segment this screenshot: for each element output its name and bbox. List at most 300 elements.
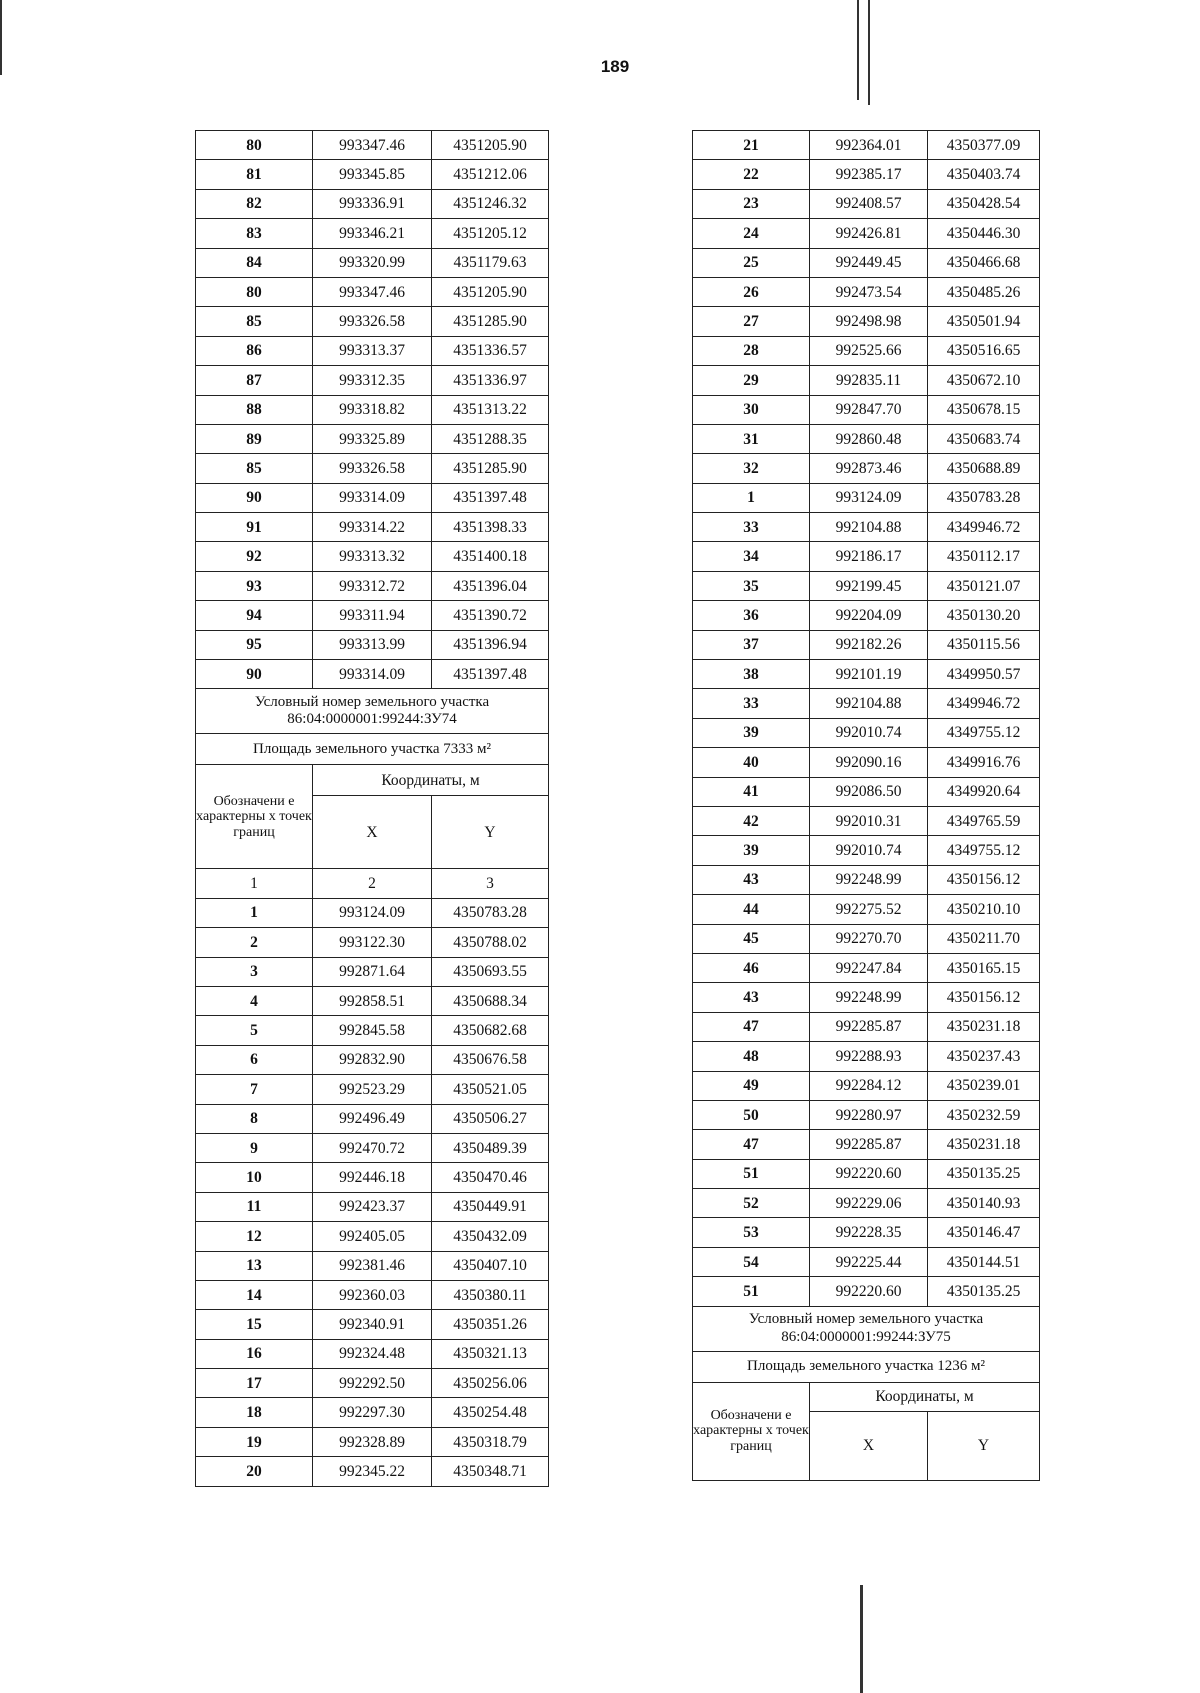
- coord-x: 992225.44: [810, 1247, 928, 1276]
- coord-x: 992086.50: [810, 777, 928, 806]
- table-row: [693, 1130, 1040, 1159]
- table-row: [196, 248, 549, 277]
- table-row: [693, 630, 1040, 659]
- table-row: [196, 219, 549, 248]
- scan-artifact-line: [0, 0, 2, 75]
- coord-x: 992345.22: [313, 1457, 432, 1486]
- coord-x: 992220.60: [810, 1277, 928, 1306]
- table-row: [196, 1280, 549, 1309]
- table-row: [196, 630, 549, 659]
- table-row: [196, 189, 549, 218]
- table-row: [196, 131, 549, 160]
- coord-y: 4349946.72: [928, 513, 1040, 542]
- table-row: [693, 865, 1040, 894]
- coord-y: 4350506.27: [432, 1104, 549, 1133]
- table-row: [196, 1251, 549, 1280]
- scan-artifact-line: [857, 0, 859, 100]
- table-row: [693, 953, 1040, 982]
- coord-x: 992292.50: [313, 1369, 432, 1398]
- coord-x: 992845.58: [313, 1016, 432, 1045]
- coord-y: 4350135.25: [928, 1159, 1040, 1188]
- point-number: 7: [196, 1075, 313, 1104]
- coord-y: 4351205.90: [432, 131, 549, 160]
- coord-x: 992101.19: [810, 660, 928, 689]
- parcel-area: Площадь земельного участка 1236 м²: [693, 1351, 1040, 1382]
- table-row: [693, 307, 1040, 336]
- coord-x: 992104.88: [810, 513, 928, 542]
- right-coordinates-table: [692, 130, 1039, 1481]
- table-row: [693, 395, 1040, 424]
- table-row: [693, 336, 1040, 365]
- point-number: 44: [693, 895, 810, 924]
- table-row: [196, 928, 549, 957]
- coord-x: 993312.72: [313, 571, 432, 600]
- point-number: 92: [196, 542, 313, 571]
- coord-y: 4350231.18: [928, 1012, 1040, 1041]
- coord-y: 4349755.12: [928, 836, 1040, 865]
- coord-y: 4350130.20: [928, 601, 1040, 630]
- point-number: 39: [693, 836, 810, 865]
- point-number: 28: [693, 336, 810, 365]
- table-row: [693, 1277, 1040, 1306]
- coord-x: 992285.87: [810, 1130, 928, 1159]
- coord-x: 992229.06: [810, 1189, 928, 1218]
- coord-y: 4350466.68: [928, 248, 1040, 277]
- coord-y: 4350318.79: [432, 1427, 549, 1456]
- coord-y: 4349946.72: [928, 689, 1040, 718]
- coord-x: 993311.94: [313, 601, 432, 630]
- coord-y: 4350783.28: [432, 898, 549, 927]
- coord-y: 4349755.12: [928, 718, 1040, 747]
- table-row: [196, 395, 549, 424]
- table-row: [196, 601, 549, 630]
- table-row: [196, 160, 549, 189]
- header-y: Y: [928, 1411, 1040, 1480]
- point-number: 38: [693, 660, 810, 689]
- table-row: [196, 1045, 549, 1074]
- coord-y: 4351397.48: [432, 660, 549, 689]
- coord-y: 4349920.64: [928, 777, 1040, 806]
- coord-x: 992182.26: [810, 630, 928, 659]
- coord-y: 4350788.02: [432, 928, 549, 957]
- point-number: 9: [196, 1133, 313, 1162]
- table-row: [693, 1218, 1040, 1247]
- coord-y: 4351336.57: [432, 336, 549, 365]
- coord-x: 993345.85: [313, 160, 432, 189]
- point-number: 39: [693, 718, 810, 747]
- coord-x: 993347.46: [313, 131, 432, 160]
- coord-x: 992104.88: [810, 689, 928, 718]
- coord-y: 4350449.91: [432, 1192, 549, 1221]
- header-y: Y: [432, 796, 549, 869]
- coord-y: 4350377.09: [928, 131, 1040, 160]
- coord-y: 4350682.68: [432, 1016, 549, 1045]
- point-number: 15: [196, 1310, 313, 1339]
- table-row: [693, 248, 1040, 277]
- coord-y: 4350140.93: [928, 1189, 1040, 1218]
- coord-x: 992360.03: [313, 1280, 432, 1309]
- coord-x: 992473.54: [810, 277, 928, 306]
- point-number: 33: [693, 513, 810, 542]
- point-number: 36: [693, 601, 810, 630]
- table-row: [693, 219, 1040, 248]
- point-number: 18: [196, 1398, 313, 1427]
- coord-y: 4351285.90: [432, 307, 549, 336]
- table-row: [693, 718, 1040, 747]
- point-number: 8: [196, 1104, 313, 1133]
- coord-x: 992199.45: [810, 571, 928, 600]
- table-row: [693, 1159, 1040, 1188]
- table-row: [693, 424, 1040, 453]
- scan-artifact-line: [868, 0, 870, 105]
- point-number: 6: [196, 1045, 313, 1074]
- point-number: 47: [693, 1012, 810, 1041]
- coord-x: 992010.74: [810, 718, 928, 747]
- coord-y: 4351246.32: [432, 189, 549, 218]
- table-row: [693, 1071, 1040, 1100]
- coord-x: 992248.99: [810, 865, 928, 894]
- coord-x: 992525.66: [810, 336, 928, 365]
- coord-x: 992090.16: [810, 748, 928, 777]
- point-number: 21: [693, 131, 810, 160]
- point-number: 94: [196, 601, 313, 630]
- coord-y: 4350693.55: [432, 957, 549, 986]
- point-number: 81: [196, 160, 313, 189]
- point-number: 91: [196, 513, 313, 542]
- table-row: [196, 366, 549, 395]
- coord-x: 992426.81: [810, 219, 928, 248]
- coord-x: 992248.99: [810, 983, 928, 1012]
- parcel-id-label: Условный номер земельного участка: [254, 694, 490, 711]
- table-row: [196, 1016, 549, 1045]
- table-row: [196, 1339, 549, 1368]
- point-number: 51: [693, 1277, 810, 1306]
- coord-x: 992496.49: [313, 1104, 432, 1133]
- coord-x: 992324.48: [313, 1339, 432, 1368]
- coord-x: 993314.09: [313, 660, 432, 689]
- point-number: 5: [196, 1016, 313, 1045]
- coord-x: 993124.09: [313, 898, 432, 927]
- coord-x: 992010.74: [810, 836, 928, 865]
- point-number: 85: [196, 454, 313, 483]
- point-number: 43: [693, 865, 810, 894]
- table-row: [693, 483, 1040, 512]
- coord-x: 993336.91: [313, 189, 432, 218]
- coord-x: 993314.09: [313, 483, 432, 512]
- coord-y: 4351397.48: [432, 483, 549, 512]
- point-number: 19: [196, 1427, 313, 1456]
- coord-x: 992204.09: [810, 601, 928, 630]
- point-number: 42: [693, 806, 810, 835]
- point-number: 48: [693, 1042, 810, 1071]
- coord-y: 4350672.10: [928, 366, 1040, 395]
- coord-y: 4350121.07: [928, 571, 1040, 600]
- coord-x: 992381.46: [313, 1251, 432, 1280]
- coord-y: 4350146.47: [928, 1218, 1040, 1247]
- coord-y: 4351288.35: [432, 424, 549, 453]
- table-row: [196, 957, 549, 986]
- table-row: [196, 571, 549, 600]
- point-number: 11: [196, 1192, 313, 1221]
- coord-x: 992275.52: [810, 895, 928, 924]
- coord-x: 992858.51: [313, 986, 432, 1015]
- coord-y: 4350321.13: [432, 1339, 549, 1368]
- coord-y: 4350428.54: [928, 189, 1040, 218]
- coord-y: 4350115.56: [928, 630, 1040, 659]
- coord-x: 992405.05: [313, 1222, 432, 1251]
- coord-x: 992220.60: [810, 1159, 928, 1188]
- table-row: [693, 1012, 1040, 1041]
- point-number: 16: [196, 1339, 313, 1368]
- point-number: 34: [693, 542, 810, 571]
- coord-x: 992832.90: [313, 1045, 432, 1074]
- table-row: [196, 1075, 549, 1104]
- table-row: [196, 1427, 549, 1456]
- coord-y: 4350470.46: [432, 1163, 549, 1192]
- point-number: 49: [693, 1071, 810, 1100]
- coord-x: 992340.91: [313, 1310, 432, 1339]
- point-number: 93: [196, 571, 313, 600]
- coord-y: 4351285.90: [432, 454, 549, 483]
- coord-y: 4350237.43: [928, 1042, 1040, 1071]
- coord-y: 4351205.12: [432, 219, 549, 248]
- point-number: 37: [693, 630, 810, 659]
- coord-x: 992871.64: [313, 957, 432, 986]
- column-number: 1: [196, 869, 313, 898]
- coord-y: 4351396.04: [432, 571, 549, 600]
- table-row: [693, 836, 1040, 865]
- point-number: 1: [693, 483, 810, 512]
- coord-y: 4350135.25: [928, 1277, 1040, 1306]
- coord-x: 993124.09: [810, 483, 928, 512]
- coord-y: 4350165.15: [928, 953, 1040, 982]
- point-number: 80: [196, 131, 313, 160]
- coord-y: 4350676.58: [432, 1045, 549, 1074]
- point-number: 29: [693, 366, 810, 395]
- table-row: [693, 806, 1040, 835]
- point-number: 13: [196, 1251, 313, 1280]
- table-row: [693, 542, 1040, 571]
- coord-x: 992446.18: [313, 1163, 432, 1192]
- coord-y: 4350783.28: [928, 483, 1040, 512]
- header-x: X: [313, 796, 432, 869]
- coord-x: 992285.87: [810, 1012, 928, 1041]
- table-row: [693, 748, 1040, 777]
- coord-y: 4350144.51: [928, 1247, 1040, 1276]
- coord-y: 4350239.01: [928, 1071, 1040, 1100]
- coord-x: 992498.98: [810, 307, 928, 336]
- parcel-area: Площадь земельного участка 7333 м²: [196, 734, 549, 765]
- coord-x: 993347.46: [313, 277, 432, 306]
- table-row: [693, 1100, 1040, 1129]
- coord-y: 4350232.59: [928, 1100, 1040, 1129]
- coord-y: 4350210.10: [928, 895, 1040, 924]
- coord-y: 4351179.63: [432, 248, 549, 277]
- coord-x: 993312.35: [313, 366, 432, 395]
- header-coordinates: Координаты, м: [313, 765, 549, 796]
- coord-x: 993313.32: [313, 542, 432, 571]
- point-number: 2: [196, 928, 313, 957]
- table-row: [196, 1192, 549, 1221]
- parcel-id-value: 86:04:0000001:99244:ЗУ75: [781, 1328, 951, 1345]
- table-row: [196, 513, 549, 542]
- table-row: [196, 986, 549, 1015]
- table-row: [196, 424, 549, 453]
- coord-x: 993346.21: [313, 219, 432, 248]
- point-number: 84: [196, 248, 313, 277]
- point-number: 45: [693, 924, 810, 953]
- coord-x: 993325.89: [313, 424, 432, 453]
- column-number: 2: [313, 869, 432, 898]
- coord-y: 4351396.94: [432, 630, 549, 659]
- coord-y: 4351400.18: [432, 542, 549, 571]
- coord-y: 4350678.15: [928, 395, 1040, 424]
- table-row: [196, 336, 549, 365]
- coord-x: 992284.12: [810, 1071, 928, 1100]
- coord-x: 993318.82: [313, 395, 432, 424]
- coord-x: 992408.57: [810, 189, 928, 218]
- parcel-id-cell: [693, 1306, 1040, 1351]
- table-row: [196, 1104, 549, 1133]
- header-x: X: [810, 1411, 928, 1480]
- table-row: [693, 160, 1040, 189]
- point-number: 41: [693, 777, 810, 806]
- coord-x: 993326.58: [313, 454, 432, 483]
- point-number: 40: [693, 748, 810, 777]
- coord-y: 4349765.59: [928, 806, 1040, 835]
- table-row: [693, 924, 1040, 953]
- coord-x: 992247.84: [810, 953, 928, 982]
- point-number: 1: [196, 898, 313, 927]
- coord-y: 4350688.34: [432, 986, 549, 1015]
- table-row: [196, 542, 549, 571]
- point-number: 54: [693, 1247, 810, 1276]
- table-row: [196, 307, 549, 336]
- table-row: [693, 895, 1040, 924]
- point-number: 86: [196, 336, 313, 365]
- coord-x: 993314.22: [313, 513, 432, 542]
- point-number: 24: [693, 219, 810, 248]
- coord-y: 4351390.72: [432, 601, 549, 630]
- coord-y: 4350156.12: [928, 983, 1040, 1012]
- coord-y: 4349916.76: [928, 748, 1040, 777]
- coord-x: 993313.99: [313, 630, 432, 659]
- table-row: [196, 1133, 549, 1162]
- point-number: 47: [693, 1130, 810, 1159]
- coord-y: 4350351.26: [432, 1310, 549, 1339]
- coord-y: 4350231.18: [928, 1130, 1040, 1159]
- point-number: 95: [196, 630, 313, 659]
- header-point-designation: Обозначени е характерны х точек границ: [196, 765, 313, 869]
- point-number: 85: [196, 307, 313, 336]
- table-row: [693, 689, 1040, 718]
- coord-y: 4350683.74: [928, 424, 1040, 453]
- scan-artifact-line: [860, 1585, 863, 1693]
- parcel-id-label: Условный номер земельного участка: [748, 1311, 984, 1328]
- point-number: 3: [196, 957, 313, 986]
- table-row: [196, 1457, 549, 1486]
- point-number: 32: [693, 454, 810, 483]
- point-number: 14: [196, 1280, 313, 1309]
- point-number: 82: [196, 189, 313, 218]
- point-number: 46: [693, 953, 810, 982]
- coord-y: 4351336.97: [432, 366, 549, 395]
- coord-y: 4350688.89: [928, 454, 1040, 483]
- table-row: [693, 601, 1040, 630]
- point-number: 52: [693, 1189, 810, 1218]
- coord-x: 993320.99: [313, 248, 432, 277]
- coord-x: 993122.30: [313, 928, 432, 957]
- coord-y: 4349950.57: [928, 660, 1040, 689]
- table-row: [693, 277, 1040, 306]
- table-row: [693, 777, 1040, 806]
- table-row: [196, 1398, 549, 1427]
- coord-y: 4350446.30: [928, 219, 1040, 248]
- coord-x: 993326.58: [313, 307, 432, 336]
- coord-y: 4350256.06: [432, 1369, 549, 1398]
- coord-y: 4350403.74: [928, 160, 1040, 189]
- table-row: [196, 1369, 549, 1398]
- coord-y: 4350489.39: [432, 1133, 549, 1162]
- coord-x: 992523.29: [313, 1075, 432, 1104]
- point-number: 22: [693, 160, 810, 189]
- coord-x: 992385.17: [810, 160, 928, 189]
- coord-y: 4351398.33: [432, 513, 549, 542]
- table-row: [693, 189, 1040, 218]
- coord-y: 4350380.11: [432, 1280, 549, 1309]
- table-row: [693, 571, 1040, 600]
- coord-y: 4350432.09: [432, 1222, 549, 1251]
- point-number: 26: [693, 277, 810, 306]
- point-number: 87: [196, 366, 313, 395]
- coord-y: 4350112.17: [928, 542, 1040, 571]
- coord-x: 992297.30: [313, 1398, 432, 1427]
- coord-x: 992010.31: [810, 806, 928, 835]
- coord-y: 4351313.22: [432, 395, 549, 424]
- table-row: [693, 454, 1040, 483]
- table-row: [693, 660, 1040, 689]
- table-row: [693, 1042, 1040, 1071]
- point-number: 17: [196, 1369, 313, 1398]
- table-row: [196, 898, 549, 927]
- coord-y: 4350501.94: [928, 307, 1040, 336]
- table-row: [693, 513, 1040, 542]
- point-number: 33: [693, 689, 810, 718]
- parcel-id-cell: [196, 689, 549, 734]
- coord-x: 992186.17: [810, 542, 928, 571]
- table-row: [196, 1310, 549, 1339]
- header-point-designation: Обозначени е характерны х точек границ: [693, 1382, 810, 1480]
- point-number: 80: [196, 277, 313, 306]
- point-number: 88: [196, 395, 313, 424]
- coord-x: 992228.35: [810, 1218, 928, 1247]
- table-row: [196, 660, 549, 689]
- table-row: [196, 1163, 549, 1192]
- coord-x: 992873.46: [810, 454, 928, 483]
- coord-x: 992423.37: [313, 1192, 432, 1221]
- coord-y: 4350254.48: [432, 1398, 549, 1427]
- point-number: 50: [693, 1100, 810, 1129]
- point-number: 51: [693, 1159, 810, 1188]
- coord-x: 992847.70: [810, 395, 928, 424]
- coord-y: 4350485.26: [928, 277, 1040, 306]
- parcel-id-value: 86:04:0000001:99244:ЗУ74: [287, 711, 457, 728]
- point-number: 4: [196, 986, 313, 1015]
- coord-y: 4350407.10: [432, 1251, 549, 1280]
- point-number: 23: [693, 189, 810, 218]
- coord-x: 993313.37: [313, 336, 432, 365]
- table-row: [196, 483, 549, 512]
